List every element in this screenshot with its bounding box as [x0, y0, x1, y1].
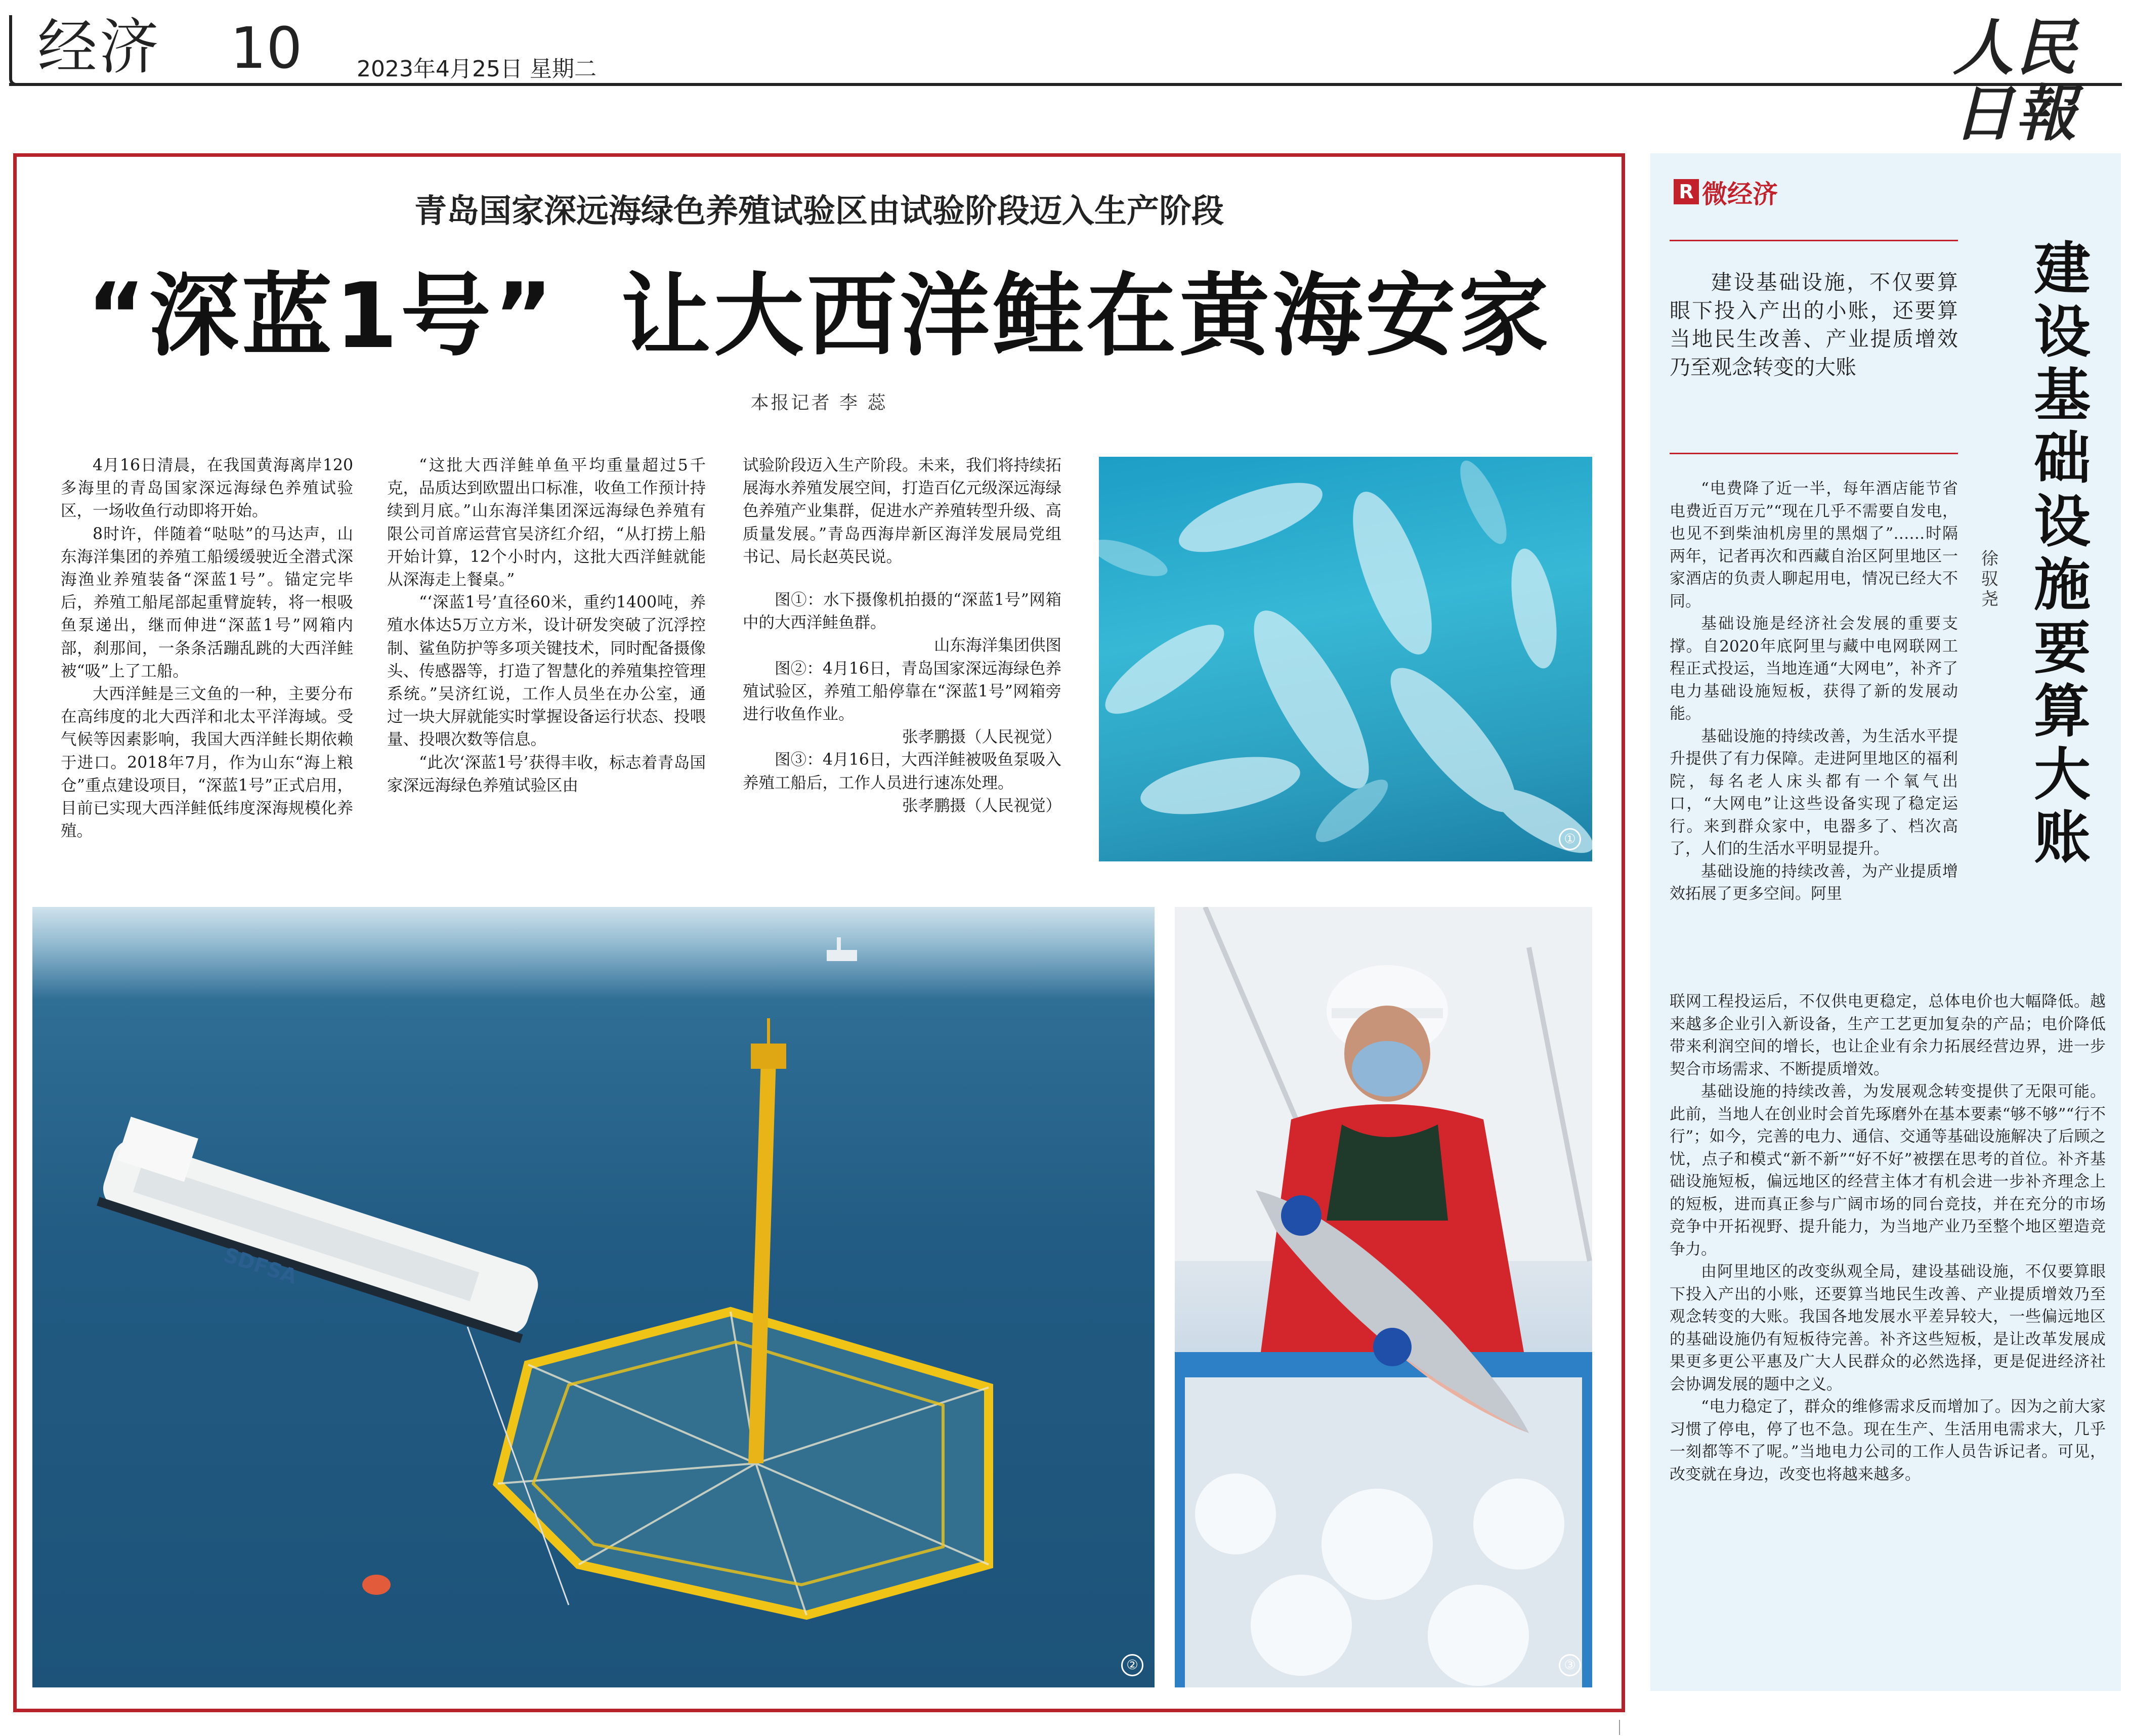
article-headline: “深蓝1号” 让大西洋鲑在黄海安家: [87, 264, 1552, 368]
paragraph: “这批大西洋鲑单鱼平均重量超过5千克，品质达到欧盟出口标准，收鱼工作预计持续到月底。”山东海洋集团深远海绿色养殖有限公司首席运营官吴济红介绍，“从打捞上船开始计算，12个小时内，这批大西洋鲑就能从深海走上餐桌。”: [387, 456, 706, 589]
caption-1-credit: 山东海洋集团供图: [933, 636, 1061, 655]
article-column-1: [61, 454, 353, 843]
caption-3-credit: 张孝鹏摄（人民视觉）: [902, 796, 1061, 815]
paragraph: 联网工程投运后，不仅供电更稳定，总体电价也大幅降低。越来越多企业引入新设备，生产工艺更加复杂的产品；电价降低带来利润空间的增长，也让企业有余力拓展经营边界，进一步契合市场需求、不断提质增效。: [1670, 992, 2106, 1078]
paragraph: “电费降了近一半，每年酒店能节省电费近百万元”“现在几乎不需要自发电，也见不到柴油机房里的黑烟了”……时隔两年，记者再次和西藏自治区阿里地区一家酒店的负责人聊起用电，情况已经大不同。: [1670, 480, 1958, 611]
article-byline: 本报记者 李 蕊: [750, 393, 888, 413]
paragraph: 大西洋鲑是三文鱼的一种，主要分布在高纬度的北大西洋和北太平洋海域。受气候等因素影响，我国大西洋鲑长期依赖于进口。2018年7月，作为山东“海上粮仓”重点建设项目，“深蓝1号”正式启用，目前已实现大西洋鲑低纬度深海规模化养殖。: [61, 685, 353, 841]
summary-bottom-rule: [1670, 453, 1958, 454]
photo-number-badge: ③: [1559, 1654, 1581, 1676]
issue-date: 2023年4月25日 星期二: [357, 56, 596, 82]
photo-underwater-salmon: [1099, 457, 1592, 861]
commentary-summary: [1670, 268, 1958, 381]
paragraph: 4月16日清晨，在我国黄海离岸120多海里的青岛国家深远海绿色养殖试验区，一场收鱼行动即将开始。: [61, 456, 353, 520]
commentary-title: 建设基础设施要算大账: [2034, 236, 2091, 871]
paragraph: 试验阶段迈入生产阶段。未来，我们将持续拓展海水养殖发展空间，打造百亿元级深远海绿色养殖产业集群，促进水产养殖转型升级、高质量发展。”青岛西海岸新区海洋发展局党组书记、局长赵英民说。: [743, 456, 1062, 566]
photo-number-badge: ①: [1559, 828, 1581, 850]
paragraph: 基础设施的持续改善，为生活水平提升提供了有力保障。走进阿里地区的福利院，每名老人床头都有一个氧气出口，“大网电”让这些设备实现了稳定运行。来到群众家中，电器多了、档次高了，人们的生活水平明显提升。: [1670, 727, 1958, 858]
column-name: 微经济: [1702, 180, 1778, 209]
commentary-body-bottom: [1670, 990, 2106, 1486]
caption-3: 图③：4月16日，大西洋鲑被吸鱼泵吸入养殖工船后，工作人员进行速冻处理。: [743, 751, 1061, 792]
paragraph: “电力稳定了，群众的维修需求反而增加了。因为之前大家习惯了停电，停了也不急。现在生产、生活用电需求大，几乎一刻都等不了呢。”当地电力公司的工作人员告诉记者。可见，改变就在身边，改变也将越来越多。: [1670, 1398, 2106, 1484]
paragraph: 基础设施的持续改善，为发展观念转变提供了无限可能。此前，当地人在创业时会首先琢磨外在基本要素“够不够”“行不行”；如今，完善的电力、通信、交通等基础设施解决了后顾之忧，点子和模式“新不新”“好不好”被摆在思考的首位。补齐基础设施短板，偏远地区的经营主体才有机会进一步补齐理念上的短板，进而真正参与广阔市场的同台竞技，并在充分的市场竞争中开拓视野、提升能力，为当地产业乃至整个地区塑造竞争力。: [1670, 1082, 2106, 1258]
paragraph: “‘深蓝1号’直径60米，重约1400吨，养殖水体达5万立方米，设计研发突破了沉浮控制、鲨鱼防护等多项关键技术，同时配备摄像头、传感器等，打造了智慧化的养殖集控管理系统。”吴济红说，工作人员坐在办公室，通过一块大屏就能实时掌握设备运行状态、投喂量、投喂次数等信息。: [387, 593, 706, 749]
summary-top-rule: [1670, 240, 1958, 241]
photo-worker-salmon: [1175, 907, 1592, 1687]
column-logo-mark: R: [1674, 179, 1699, 204]
caption-2: 图②：4月16日，青岛国家深远海绿色养殖试验区，养殖工船停靠在“深蓝1号”网箱旁进行收鱼作业。: [743, 659, 1061, 724]
paragraph: “此次‘深蓝1号’获得丰收，标志着青岛国家深远海绿色养殖试验区由: [387, 753, 706, 795]
commentary-author: 徐驭尧: [1981, 549, 1998, 610]
photo-captions: [743, 589, 1061, 817]
worker-illustration: [1175, 907, 1592, 1687]
paragraph: 基础设施的持续改善，为产业提质增效拓展了更多空间。阿里: [1670, 862, 1958, 903]
footer-tick: [1619, 1720, 1620, 1735]
paragraph: 8时许，伴随着“哒哒”的马达声，山东海洋集团的养殖工船缓缓驶近全潜式深海渔业养殖装备“深蓝1号”。锚定完毕后，养殖工船尾部起重臂旋转，将一根吸鱼泵递出，继而伸进“深蓝1号”网箱内部，刹那间，一条条活蹦乱跳的大西洋鲑被“吸”上了工船。: [61, 525, 353, 680]
column-logo: [1674, 179, 1778, 209]
article-column-2: [387, 454, 706, 797]
header-rule: [9, 83, 2122, 86]
paragraph: 由阿里地区的改变纵观全局，建设基础设施，不仅要算眼下投入产出的小账，还要算当地民生改善、产业提质增效乃至观念转变的大账。我国各地发展水平差异较大，一些偏远地区的基础设施仍有短板待完善。补齐这些短板，是让改革发展成果更多更公平惠及广大人民群众的必然选择，更是促进经济社会协调发展的题中之义。: [1670, 1263, 2106, 1394]
paragraph: 基础设施是经济社会发展的重要支撑。自2020年底阿里与藏中电网联网工程正式投运，当地连通“大网电”，补齐了电力基础设施短板，获得了新的发展动能。: [1670, 615, 1958, 723]
section-name: 经济: [37, 12, 161, 82]
aerial-scene-illustration: [32, 907, 1155, 1687]
article-kicker: 青岛国家深远海绿色养殖试验区由试验阶段迈入生产阶段: [414, 192, 1224, 230]
commentary-body-top: [1670, 478, 1958, 905]
photo-aerial-fish-cage: [32, 907, 1155, 1687]
masthead-logo: 人民日報: [1953, 12, 2078, 149]
summary-text: 建设基础设施，不仅要算眼下投入产出的小账，还要算当地民生改善、产业提质增效乃至观念转变的大账: [1670, 270, 1958, 379]
ship-hull-text: SDFSA: [221, 1243, 300, 1289]
salmon-school-illustration: [1099, 457, 1592, 861]
header-bracket: [9, 15, 16, 86]
article-column-3: [743, 454, 1061, 817]
page-number: 10: [230, 16, 303, 81]
photo-number-badge: ②: [1121, 1654, 1143, 1676]
caption-1: 图①：水下摄像机拍摄的“深蓝1号”网箱中的大西洋鲑鱼群。: [743, 591, 1061, 632]
caption-2-credit: 张孝鹏摄（人民视觉）: [902, 728, 1061, 747]
